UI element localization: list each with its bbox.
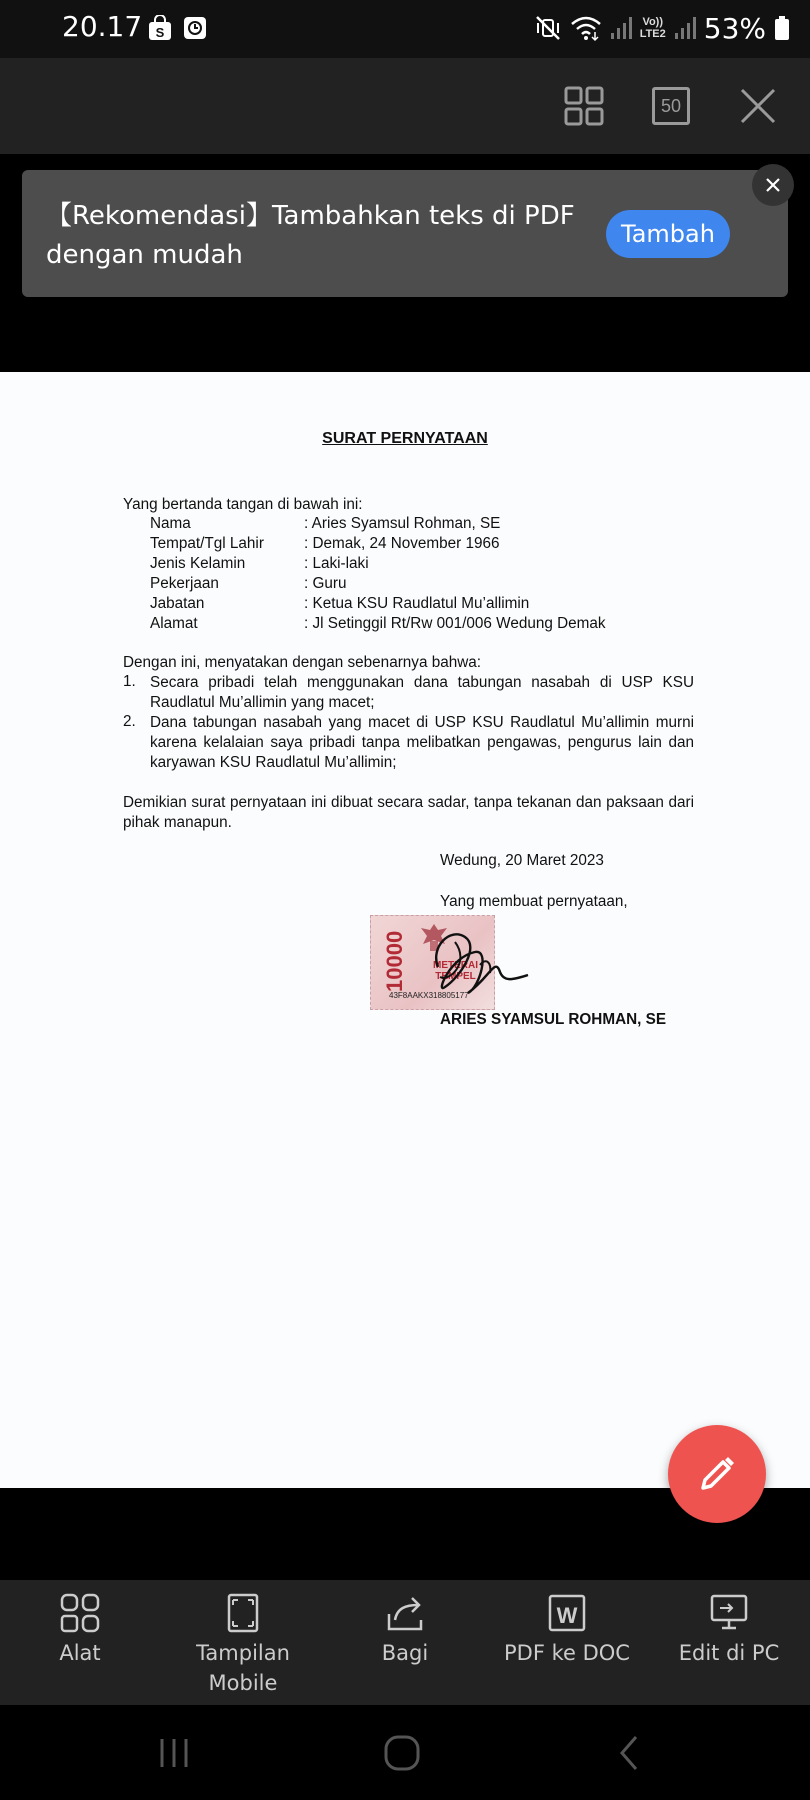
closing-text: Demikian surat pernyataan ini dibuat secara sadar, tanpa tekanan dan paksaan dari pihak manapun. xyxy=(123,794,694,831)
wifi-icon xyxy=(570,14,602,42)
field-label: Jenis Kelamin xyxy=(150,555,246,572)
clock-app-icon xyxy=(183,15,207,41)
field-value: : Demak, 24 November 1966 xyxy=(304,535,500,552)
tools-button[interactable] xyxy=(0,1592,160,1668)
bottom-toolbar xyxy=(0,1580,810,1705)
battery-percent: 53% xyxy=(703,11,766,45)
field-label: Nama xyxy=(150,515,191,532)
grid-icon[interactable] xyxy=(562,84,606,128)
field-label: Tempat/Tgl Lahir xyxy=(150,535,264,552)
system-nav-bar xyxy=(0,1705,810,1800)
banner-close-button[interactable] xyxy=(752,164,794,206)
share-label: Bagi xyxy=(381,1641,429,1665)
share-icon xyxy=(384,1592,426,1634)
battery-icon xyxy=(774,15,790,41)
field-value: : Laki-laki xyxy=(304,555,369,572)
field-label: Pekerjaan xyxy=(150,575,219,592)
signer-caption: Yang membuat pernyataan, xyxy=(440,893,628,910)
recommendation-banner xyxy=(22,170,788,297)
back-icon[interactable] xyxy=(610,1733,650,1773)
mobile-view-icon xyxy=(222,1592,264,1634)
home-icon[interactable] xyxy=(382,1733,422,1773)
word-doc-icon xyxy=(546,1592,588,1634)
page-number-button[interactable] xyxy=(652,87,690,125)
status-right-cluster xyxy=(534,8,790,48)
field-label: Alamat xyxy=(150,615,198,632)
pdf-page xyxy=(0,372,810,1488)
shopee-bag-icon xyxy=(148,15,172,41)
svg-text:S: S xyxy=(155,25,165,40)
stamp-word-2: TEMPEL xyxy=(435,971,476,982)
status-bar xyxy=(0,0,810,58)
status-time: 20.17 xyxy=(62,10,143,43)
signal-icon xyxy=(610,15,632,41)
volte-label: Vo)) xyxy=(642,16,664,28)
mobile-view-button[interactable] xyxy=(163,1592,323,1698)
statement-number: 1. xyxy=(123,673,136,690)
recent-apps-icon[interactable] xyxy=(154,1733,194,1773)
signal-icon xyxy=(674,15,696,41)
field-value: : Aries Syamsul Rohman, SE xyxy=(304,515,501,532)
intro-text: Yang bertanda tangan di bawah ini: xyxy=(123,496,363,513)
mute-vibrate-icon xyxy=(534,14,562,42)
edit-on-pc-button[interactable] xyxy=(649,1592,809,1668)
edit-fab-button[interactable] xyxy=(668,1425,766,1523)
statement-number: 2. xyxy=(123,713,136,730)
stamp-serial: 43F8AAKX318805177 xyxy=(389,991,469,1000)
page-number: 50 xyxy=(660,95,682,116)
field-label: Jabatan xyxy=(150,595,205,612)
close-icon[interactable] xyxy=(736,84,780,128)
stamp-word-1: METERAI xyxy=(433,960,478,971)
statement-intro: Dengan ini, menyatakan dengan sebenarnya bahwa: xyxy=(123,654,482,671)
desktop-icon xyxy=(708,1592,750,1634)
statement-text: Secara pribadi telah menggunakan dana tabungan nasabah di USP KSU Raudlatul Mu’allimin yang macet; xyxy=(150,674,694,711)
document-title: SURAT PERNYATAAN xyxy=(322,430,488,447)
field-value: : Jl Setinggil Rt/Rw 001/006 Wedung Demak xyxy=(304,615,606,632)
field-value: : Guru xyxy=(304,575,347,592)
stamp-value: 10000 xyxy=(382,930,407,992)
signer-name: ARIES SYAMSUL ROHMAN, SE xyxy=(440,1011,667,1028)
tambah-button[interactable]: Tambah xyxy=(606,210,730,258)
field-value: : Ketua KSU Raudlatul Mu’allimin xyxy=(304,595,530,612)
statement-item xyxy=(0,673,810,715)
place-date: Wedung, 20 Maret 2023 xyxy=(440,852,604,869)
share-button[interactable] xyxy=(325,1592,485,1668)
close-icon xyxy=(765,177,781,193)
pdf-to-doc-label: PDF ke DOC xyxy=(504,1641,630,1665)
signature-mark xyxy=(420,917,530,1007)
pdf-to-doc-button[interactable] xyxy=(487,1592,647,1668)
volte-icon xyxy=(640,16,666,40)
top-toolbar xyxy=(0,58,810,154)
tools-grid-icon xyxy=(59,1592,101,1634)
svg-text:W: W xyxy=(556,1603,578,1628)
statement-text: Dana tabungan nasabah yang macet di USP KSU Raudlatul Mu’allimin murni karena kelalaian saya pribadi tanpa melibatkan pengawas, pengurus lain dan karyawan KSU Raudlatul Mu’allimin; xyxy=(150,714,694,771)
mobile-view-label: Tampilan Mobile xyxy=(196,1641,290,1695)
lte-label: LTE2 xyxy=(639,28,666,40)
tools-label: Alat xyxy=(59,1641,101,1665)
pencil-icon xyxy=(695,1452,739,1496)
edit-on-pc-label: Edit di PC xyxy=(678,1641,780,1665)
banner-text: 【Rekomendasi】Tambahkan teks di PDF dengan mudah xyxy=(46,201,575,270)
statement-item xyxy=(0,713,810,775)
